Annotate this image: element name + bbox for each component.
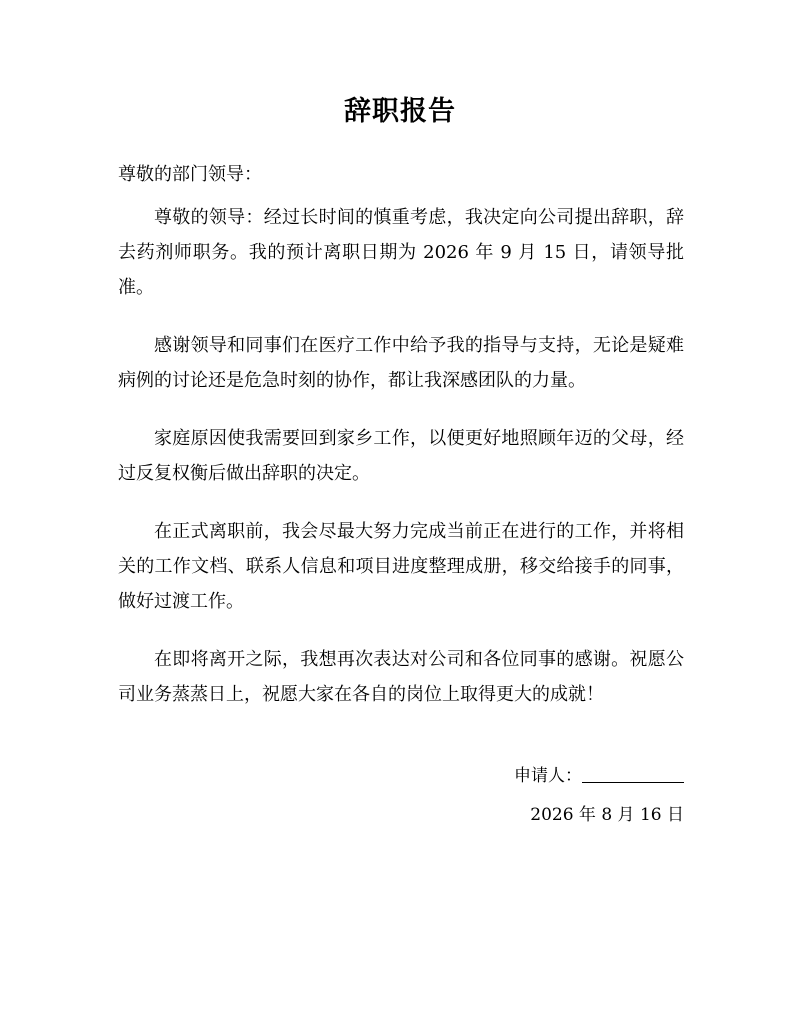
signature-line: [582, 762, 684, 783]
paragraph-reason: 家庭原因使我需要回到家乡工作，以便更好地照顾年迈的父母，经过反复权衡后做出辞职的决定。: [118, 428, 684, 484]
document-title: 辞职报告: [344, 96, 456, 127]
paragraph-gratitude: 感谢领导和同事们在医疗工作中给予我的指导与支持，无论是疑难病例的讨论还是危急时刻的协作，都让我深感团队的力量。: [118, 335, 684, 391]
paragraph-handover: 在正式离职前，我会尽最大努力完成当前正在进行的工作，并将相关的工作文档、联系人信息和项目进度整理成册，移交给接手的同事，做好过渡工作。: [118, 521, 684, 612]
salutation: 尊敬的部门领导：: [118, 164, 262, 185]
letter-date: 2026 年 8 月 16 日: [530, 805, 684, 825]
paragraph-resignation-notice: 尊敬的领导：经过长时间的慎重考虑，我决定向公司提出辞职，辞去药剂师职务。我的预计离职日期为 2026 年 9 月 15 日，请领导批准。: [118, 207, 684, 298]
signature-block: [514, 762, 684, 790]
signature-label: 申请人：: [514, 766, 582, 786]
letter-body: [118, 200, 684, 735]
paragraph-closing: 在即将离开之际，我想再次表达对公司和各位同事的感谢。祝愿公司业务蒸蒸日上，祝愿大家在各自的岗位上取得更大的成就！: [118, 649, 684, 705]
